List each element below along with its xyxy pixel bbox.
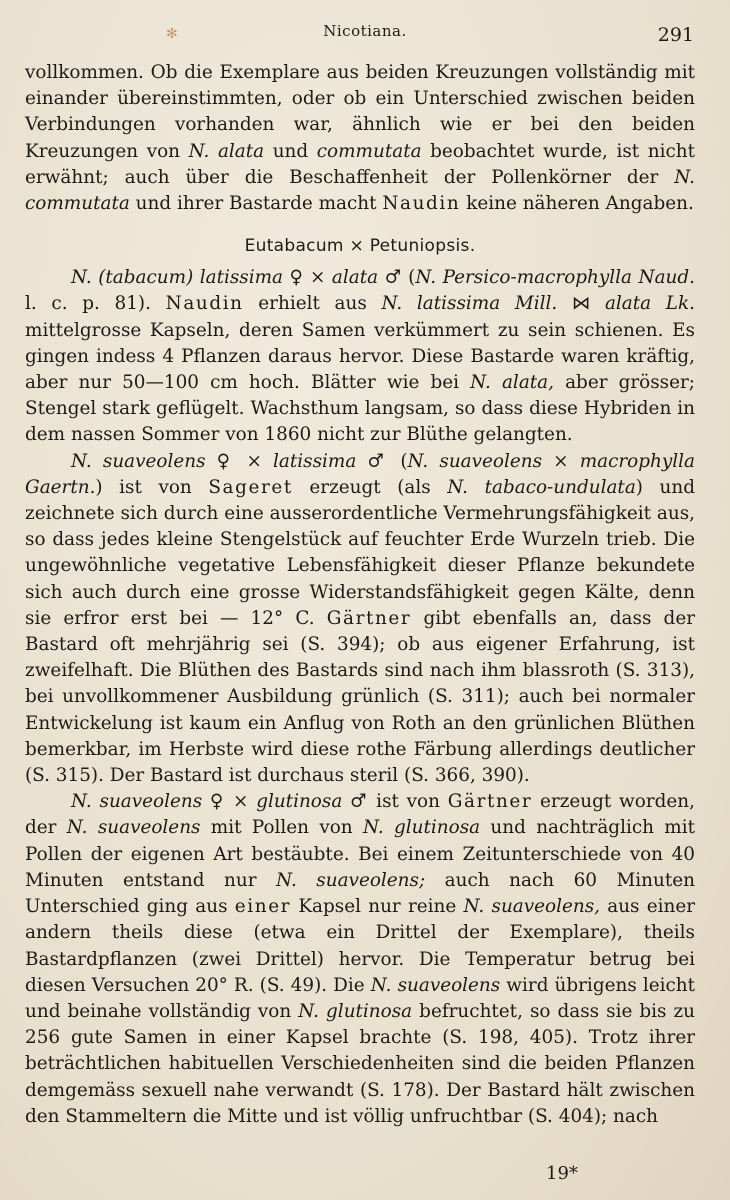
text-run: gibt ebenfalls an, dass der Bastard oft mehrjährig sei (S. 394); ob aus eigener Erfahrung, ist zweifelhaft. Die Blüthen des Bastards sind nach ihm blassroth (S. 313), bei unvollkommener Ausbildung grünlich (S. 311); auch bei normaler Entwickelung ist kaum ein Anflug von Roth an den grünlichen Blüthen bemerkbar, im Herbste wird diese rothe Färbung allerdings deutlicher (S. 315). Der Bastard ist durchaus steril (S. 366, 390). <box>25 607 695 787</box>
text-run: ♂ ( <box>378 267 416 289</box>
spaced-name: Sageret <box>208 476 293 498</box>
italic-run: alata Lk. <box>604 293 695 315</box>
text-run: mittelgrosse Kapseln, deren Samen verkümmert zu sein schienen. Es gingen indess 4 Pflanzen daraus hervor. Diese Bastarde waren kräftig, aber nur 50—100 cm hoch. Blätter wie bei <box>25 319 695 394</box>
italic-run: alata <box>331 267 379 289</box>
text-run: ) ist von <box>95 476 209 498</box>
text-run: ) und zeichnete sich durch eine ausserordentliche Vermehrungsfähigkeit aus, so dass jedes kleine Stengelstück auf feuchter Erde Wurzeln trieb. Die ungewöhnliche vegetative Lebensfähigkeit dieser Pflanze bekundete sich auch durch eine grosse Widerstandsfähigkeit gegen Kälte, denn sie erfror erst bei — 12° C. <box>25 476 696 629</box>
italic-run: N. commutata <box>25 166 695 215</box>
paragraph-continuation <box>25 60 695 217</box>
text-run: und ihrer Bastarde macht <box>129 193 383 215</box>
italic-run: N. tabaco-undulata <box>447 476 636 498</box>
spaced-name: Gärtner <box>447 791 533 813</box>
spaced-name: Gärtner <box>326 607 412 629</box>
page-number: 291 <box>657 24 694 46</box>
spaced-name: Naudin <box>165 293 244 315</box>
italic-run: N. alata <box>188 140 265 162</box>
text-run: l. c. p. 81). <box>25 293 166 315</box>
italic-run: N. suaveolens <box>71 791 203 813</box>
italic-run: N. alata, <box>470 372 554 394</box>
text-run: und nachträglich mit Pollen der eigenen Art bestäubte. Bei einem Zeitunterschiede von 40 Minuten entstand nur <box>25 817 696 891</box>
text-run: keine näheren Angaben. <box>460 193 694 215</box>
text-run: ⋈ <box>557 293 605 315</box>
text-run: befruchtet, so dass sie bis zu 256 gute Samen in einer Kapsel brachte (S. 198, 405). Trotz ihrer beträchtlichen habituellen Verschiedenheiten sind die beiden Pflanzen demgemäss sexuell nahe verwandt (S. 178). Der Bastard hält zwischen den Stammeltern die Mitte und ist völlig unfruchtbar (S. 404); nach <box>25 1000 696 1127</box>
paragraph-suaveolens-latissima <box>25 449 695 790</box>
text-run: und <box>264 140 317 162</box>
text-run: aus einer andern theils diese (etwa ein Drittel der Exemplare), theils Bastardpflanzen (zwei Drittel) hervor. Die Temperatur betrug bei diesen Versuchen 20° R. (S. 49). Die <box>25 896 696 996</box>
italic-run: commutata <box>316 140 422 162</box>
body-text <box>25 60 695 1130</box>
text-run: ♂ ist von <box>342 791 448 813</box>
text-run: ♂ ( <box>356 450 408 472</box>
text-run: erzeugt (als <box>292 476 448 498</box>
text-run: beobachtet wurde, ist nicht erwähnt; auch über die Beschaffenheit der Pollenkörner der <box>25 140 695 188</box>
text-run: ♀ × <box>283 267 332 289</box>
paragraph-latissima-alata <box>25 265 695 448</box>
text-run: mit Pollen von <box>200 817 363 839</box>
text-run: auch nach 60 Minuten Unterschied ging aus <box>25 869 695 918</box>
italic-run: N. suaveolens, <box>463 896 600 918</box>
section-heading: Eutabacum × Petuniopsis. <box>244 236 476 257</box>
italic-run: N. glutinosa <box>298 1000 413 1022</box>
text-run: erzeugt worden, der <box>25 791 695 839</box>
text-run: ♀ × <box>205 450 274 472</box>
text-run: wird übrigens leicht und beinahe vollständig von <box>25 974 696 1022</box>
text-run: vollkommen. Ob die Exemplare aus beiden Kreuzungen vollständig mit einander übereinstimmten, oder ob ein Unterschied zwischen beiden Verbindungen vorhanden war, ähnlich wie er bei den beiden Kreuzungen von <box>25 62 695 162</box>
running-head <box>0 18 730 48</box>
spaced-name: einer <box>234 896 292 918</box>
text-run: ♀ × <box>202 791 257 813</box>
italic-run: N. suaveolens <box>370 974 501 996</box>
italic-run: N. suaveolens; <box>276 869 426 891</box>
italic-run: latissima <box>273 450 357 472</box>
text-run: × <box>542 450 580 472</box>
text-run: Kapsel nur reine <box>291 896 464 918</box>
italic-run: N. latissima Mill. <box>381 293 558 315</box>
spaced-name: Naudin <box>382 193 461 215</box>
italic-run: N. suaveolens <box>407 450 543 472</box>
signature-mark: 19* <box>546 1163 578 1184</box>
text-run: erhielt aus <box>243 293 382 315</box>
paragraph-suaveolens-glutinosa <box>25 789 695 1130</box>
italic-run: macrophylla Gaertn. <box>25 450 695 498</box>
text-run: aber grösser; Stengel stark geflügelt. Wachsthum langsam, so dass diese Hybriden in dem nassen Sommer von 1860 nicht zur Blüthe gelangten. <box>25 372 695 446</box>
italic-run: N. (tabacum) latissima <box>71 267 284 289</box>
italic-run: N. Persico-macrophylla Naud. <box>415 267 695 289</box>
ornament-icon: ✻ <box>166 26 178 42</box>
italic-run: N. suaveolens <box>71 450 206 472</box>
italic-run: N. suaveolens <box>66 817 201 839</box>
italic-run: N. glutinosa <box>362 817 481 839</box>
italic-run: glutinosa <box>256 791 343 813</box>
running-title: Nicotiana. <box>323 22 407 40</box>
